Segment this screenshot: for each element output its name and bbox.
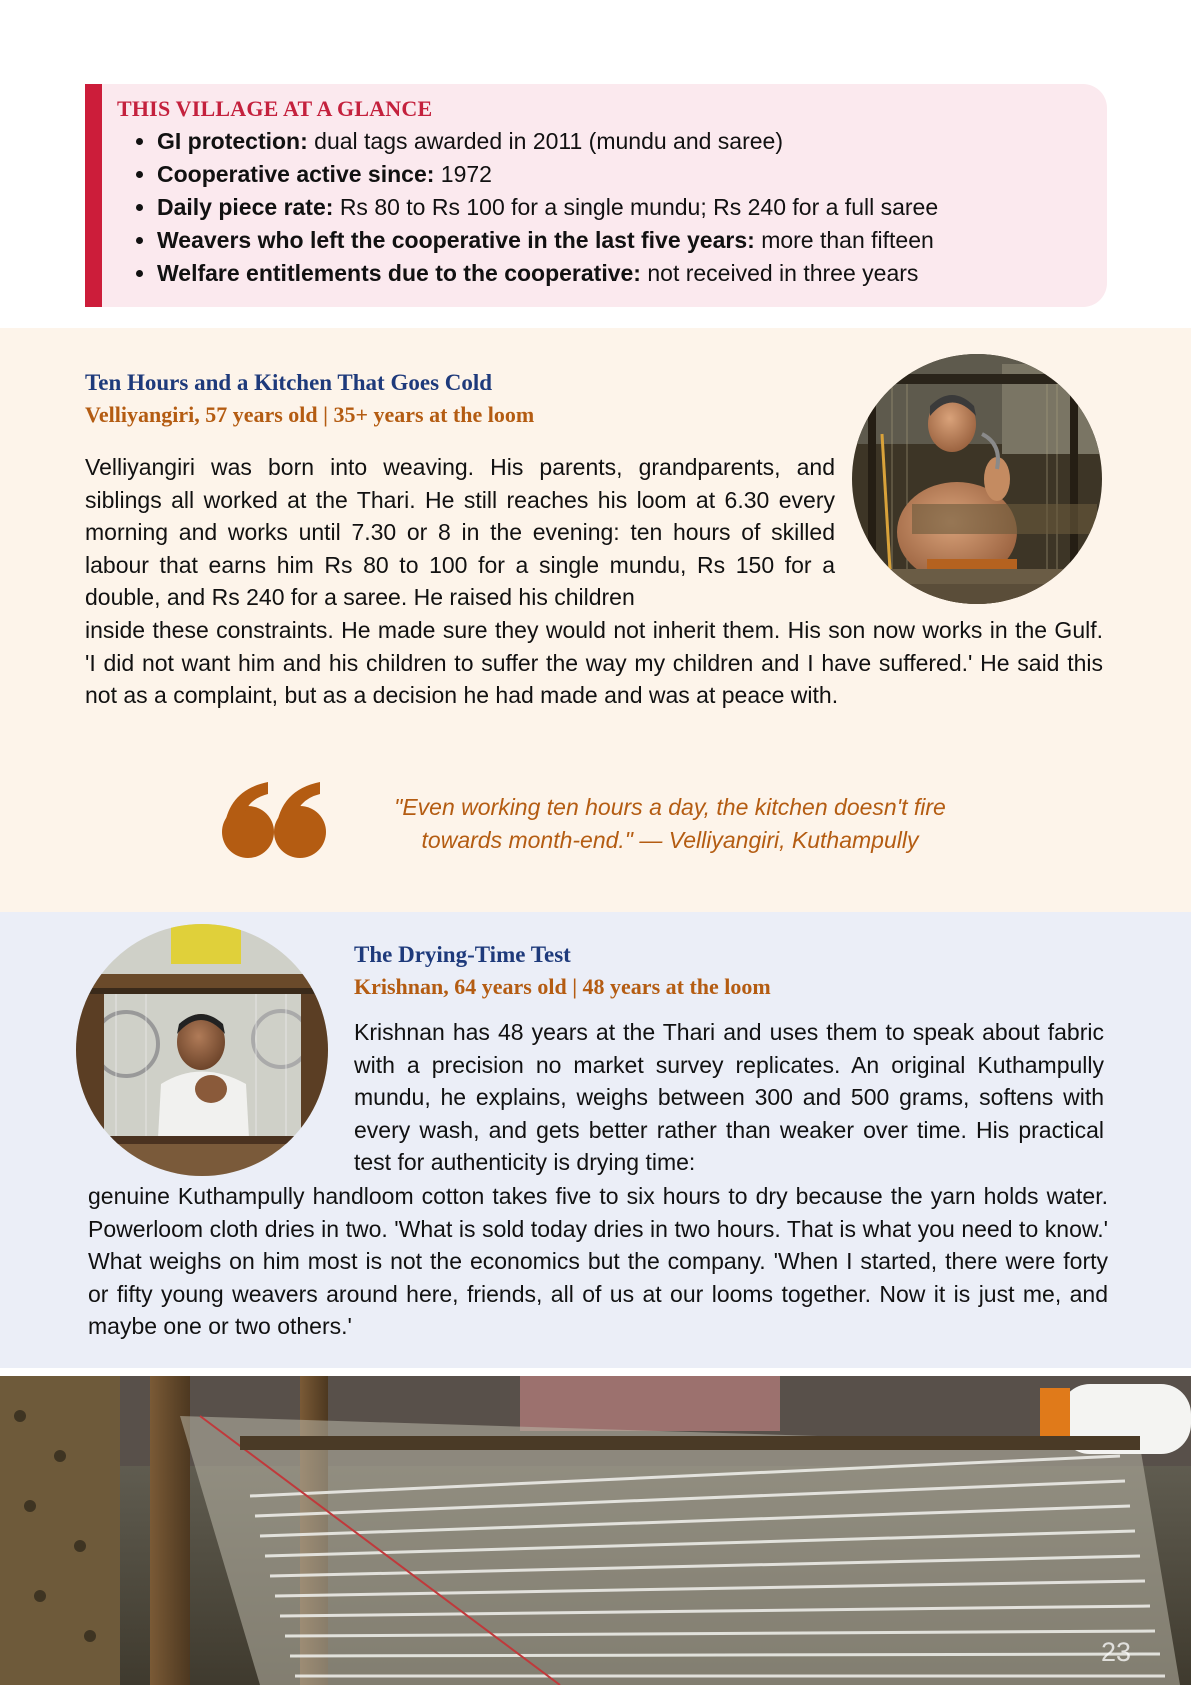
glance-item-label: Cooperative active since: [157, 161, 435, 187]
glance-accent-bar [85, 84, 102, 307]
glance-item [157, 191, 1087, 224]
glance-item-value: more than fifteen [761, 227, 934, 253]
glance-item-value: Rs 80 to Rs 100 for a single mundu; Rs 240 for a full saree [339, 194, 939, 220]
glance-item [157, 158, 1087, 191]
story-paragraph: Krishnan has 48 years at the Thari and uses them to speak about fabric with a precision no market survey replicates. An original Kuthampully mundu, he explains, weighs between 300 and 500 grams, softens with every wash, and gets better rather than weaker over time. His practical test for authenticity is drying time: [354, 1019, 1104, 1176]
loom-threads-photo [0, 1376, 1191, 1685]
glance-item [157, 125, 1087, 158]
story-subtitle: Krishnan, 64 years old | 48 years at the loom [354, 974, 771, 999]
glance-list [117, 125, 1087, 290]
story-title: Ten Hours and a Kitchen That Goes Cold [85, 370, 493, 395]
weaver-portrait-photo [852, 354, 1102, 604]
glance-item-label: Daily piece rate: [157, 194, 334, 220]
story-paragraph: inside these constraints. He made sure they would not inherit them. His son now works in the Gulf. 'I did not want him and his children to suffer the way my children and I have suffered.' He said this not as a complaint, but as a decision he had made and was at peace with. [85, 617, 1103, 709]
glance-item [157, 257, 1087, 290]
glance-item-label: Welfare entitlements due to the cooperative: [157, 260, 641, 286]
pull-quote [350, 791, 990, 857]
glance-item-value: 1972 [440, 161, 492, 187]
pull-quote-line: "Even working ten hours a day, the kitchen doesn't fire [394, 794, 946, 820]
glance-item-value: not received in three years [647, 260, 919, 286]
story-title: The Drying-Time Test [354, 942, 571, 967]
village-glance-box [85, 84, 1107, 307]
story-krishnan [0, 912, 1191, 1368]
story-paragraph: Velliyangiri was born into weaving. His parents, grandparents, and siblings all worked at the Thari. He still reaches his loom at 6.30 every morning and works until 7.30 or 8 in the evening: ten hours of skilled labour that earns him Rs 80 to 100 for a single mundu, Rs 150 for a double, and Rs 240 for a saree. He raised his children [85, 454, 835, 611]
page-number: 23 [1100, 1637, 1131, 1667]
pull-quote-line: towards month-end." — Velliyangiri, Kuthampully [421, 827, 919, 853]
story-velliyangiri [0, 328, 1191, 912]
glance-title: THIS VILLAGE AT A GLANCE [117, 96, 433, 121]
weaver-portrait-photo [76, 924, 328, 1176]
glance-item-label: GI protection: [157, 128, 308, 154]
glance-item [157, 224, 1087, 257]
story-paragraph: genuine Kuthampully handloom cotton takes five to six hours to dry because the yarn holds water. Powerloom cloth dries in two. 'What is sold today dries in two hours. That is what you need to know.' What weighs on him most is not the economics but the company. 'When I started, there were forty or fifty young weavers around here, friends, all of us at our looms together. Now it is just me, and maybe one or two others.' [88, 1183, 1108, 1340]
story-subtitle: Velliyangiri, 57 years old | 35+ years at the loom [85, 402, 535, 427]
quote-mark-icon [222, 780, 328, 860]
glance-item-label: Weavers who left the cooperative in the last five years: [157, 227, 755, 253]
glance-item-value: dual tags awarded in 2011 (mundu and saree) [314, 128, 783, 154]
